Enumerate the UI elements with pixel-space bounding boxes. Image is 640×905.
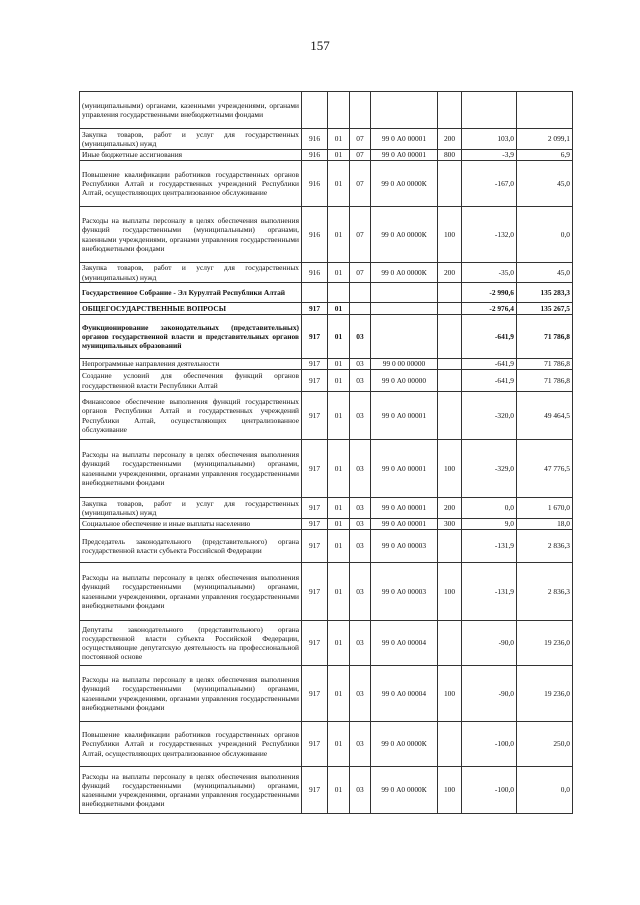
expense-type-code: 200 (438, 498, 462, 519)
target-article-code: 99 0 А0 00004 (371, 621, 438, 666)
target-article-code: 99 0 А0 00001 (371, 392, 438, 440)
expense-name: Непрограммные направления деятельности (80, 359, 302, 370)
expense-name: Создание условий для обеспечения функций органов государственной власти Республики Алтай (80, 370, 302, 392)
change-amount: -3,9 (462, 150, 517, 161)
total-amount: 71 786,8 (517, 315, 573, 359)
target-article-code: 99 0 А0 0000К (371, 767, 438, 814)
expense-name: ОБЩЕГОСУДАРСТВЕННЫЕ ВОПРОСЫ (80, 303, 302, 315)
ministry-code: 917 (302, 519, 328, 530)
subsection-code: 07 (350, 207, 371, 263)
total-amount: 0,0 (517, 207, 573, 263)
change-amount (462, 92, 517, 129)
target-article-code: 99 0 А0 00003 (371, 530, 438, 563)
change-amount: -100,0 (462, 722, 517, 767)
target-article-code: 99 0 А0 00001 (371, 150, 438, 161)
section-code: 01 (328, 129, 350, 150)
expense-name: Функционирование законодательных (представительных) органов государственной власти и представительных органов муниципальных образований (80, 315, 302, 359)
target-article-code: 99 0 А0 0000К (371, 263, 438, 283)
ministry-code: 917 (302, 359, 328, 370)
table-row (80, 359, 573, 370)
total-amount (517, 92, 573, 129)
section-code: 01 (328, 563, 350, 621)
section-code: 01 (328, 666, 350, 722)
change-amount: -167,0 (462, 161, 517, 207)
total-amount: 45,0 (517, 263, 573, 283)
target-article-code: 99 0 А0 00001 (371, 519, 438, 530)
total-amount: 250,0 (517, 722, 573, 767)
ministry-code: 917 (302, 392, 328, 440)
section-code: 01 (328, 392, 350, 440)
change-amount: -131,9 (462, 563, 517, 621)
change-amount: -2 976,4 (462, 303, 517, 315)
expense-name: Закупка товаров, работ и услуг для государственных (муниципальных) нужд (80, 498, 302, 519)
table-row (80, 283, 573, 303)
expense-type-code: 100 (438, 767, 462, 814)
expense-name: Повышение квалификации работников государственных органов Республики Алтай и государственных учреждений Республики Алтай, осуществляющих централизованное обслуживание (80, 722, 302, 767)
expense-type-code: 100 (438, 207, 462, 263)
subsection-code: 03 (350, 621, 371, 666)
total-amount: 71 786,8 (517, 370, 573, 392)
table-row (80, 263, 573, 283)
subsection-code: 03 (350, 563, 371, 621)
section-code: 01 (328, 440, 350, 498)
table-row (80, 129, 573, 150)
table-row (80, 440, 573, 498)
change-amount: -320,0 (462, 392, 517, 440)
expense-type-code (438, 370, 462, 392)
section-code: 01 (328, 621, 350, 666)
total-amount: 2 836,3 (517, 563, 573, 621)
total-amount: 135 267,5 (517, 303, 573, 315)
expense-name: (муниципальными) органами, казенными учреждениями, органами управления государственными внебюджетными фондами (80, 92, 302, 129)
page-number: 157 (310, 38, 330, 53)
subsection-code: 03 (350, 722, 371, 767)
ministry-code (302, 283, 328, 303)
ministry-code: 917 (302, 666, 328, 722)
section-code: 01 (328, 359, 350, 370)
section-code: 01 (328, 767, 350, 814)
expense-name: Расходы на выплаты персоналу в целях обеспечения выполнения функций государственными (муниципальными) органами, казенными учреждениями, органами управления государственными внебюджетными фондами (80, 440, 302, 498)
target-article-code: 99 0 А0 0000К (371, 207, 438, 263)
section-code: 01 (328, 303, 350, 315)
ministry-code: 917 (302, 498, 328, 519)
ministry-code (302, 92, 328, 129)
expense-name: Расходы на выплаты персоналу в целях обеспечения выполнения функций государственными (муниципальными) органами, казенными учреждениями, органами управления государственными внебюджетными фондами (80, 563, 302, 621)
target-article-code (371, 315, 438, 359)
ministry-code: 916 (302, 129, 328, 150)
target-article-code (371, 303, 438, 315)
expense-type-code: 100 (438, 440, 462, 498)
subsection-code: 03 (350, 767, 371, 814)
expense-name: Председатель законодательного (представительного) органа государственной власти субъекта Российской Федерации (80, 530, 302, 563)
section-code: 01 (328, 150, 350, 161)
section-code: 01 (328, 498, 350, 519)
total-amount: 2 099,1 (517, 129, 573, 150)
table-row (80, 767, 573, 814)
subsection-code: 07 (350, 129, 371, 150)
expense-type-code (438, 722, 462, 767)
target-article-code: 99 0 А0 00001 (371, 440, 438, 498)
budget-table (79, 91, 573, 814)
table-row (80, 621, 573, 666)
table-row (80, 530, 573, 563)
subsection-code: 07 (350, 263, 371, 283)
change-amount: -90,0 (462, 621, 517, 666)
ministry-code: 917 (302, 563, 328, 621)
subsection-code: 03 (350, 666, 371, 722)
total-amount: 18,0 (517, 519, 573, 530)
expense-name: Государственное Собрание - Эл Курултай Республики Алтай (80, 283, 302, 303)
subsection-code: 03 (350, 359, 371, 370)
target-article-code: 99 0 А0 00001 (371, 498, 438, 519)
change-amount: -90,0 (462, 666, 517, 722)
expense-name: Расходы на выплаты персоналу в целях обеспечения выполнения функций государственными (муниципальными) органами, казенными учреждениями, органами управления государственными внебюджетными фондами (80, 767, 302, 814)
subsection-code: 03 (350, 530, 371, 563)
ministry-code: 917 (302, 621, 328, 666)
target-article-code (371, 92, 438, 129)
ministry-code: 917 (302, 315, 328, 359)
expense-type-code: 300 (438, 519, 462, 530)
table-row (80, 666, 573, 722)
subsection-code: 03 (350, 440, 371, 498)
expense-type-code (438, 530, 462, 563)
section-code (328, 92, 350, 129)
expense-name: Закупка товаров, работ и услуг для государственных (муниципальных) нужд (80, 129, 302, 150)
section-code (328, 283, 350, 303)
subsection-code (350, 303, 371, 315)
change-amount: -100,0 (462, 767, 517, 814)
table-row (80, 498, 573, 519)
change-amount: 0,0 (462, 498, 517, 519)
ministry-code: 917 (302, 722, 328, 767)
target-article-code: 99 0 А0 0000К (371, 161, 438, 207)
section-code: 01 (328, 530, 350, 563)
expense-type-code (438, 92, 462, 129)
change-amount: -132,0 (462, 207, 517, 263)
subsection-code: 03 (350, 498, 371, 519)
section-code: 01 (328, 722, 350, 767)
total-amount: 2 836,3 (517, 530, 573, 563)
expense-name: Депутаты законодательного (представительного) органа государственной власти субъекта Российской Федерации, осуществляющие депутатскую деятельность на профессиональной постоянной основе (80, 621, 302, 666)
expense-type-code: 100 (438, 666, 462, 722)
table-row (80, 207, 573, 263)
total-amount: 1 670,0 (517, 498, 573, 519)
expense-type-code (438, 283, 462, 303)
ministry-code: 917 (302, 767, 328, 814)
expense-name: Финансовое обеспечение выполнения функций государственных органов Республики Алтай и государственных учреждений Республики Алтай, осуществляющих централизованное обслуживание (80, 392, 302, 440)
expense-type-code (438, 315, 462, 359)
expense-type-code (438, 359, 462, 370)
target-article-code (371, 283, 438, 303)
total-amount: 19 236,0 (517, 666, 573, 722)
subsection-code (350, 283, 371, 303)
change-amount: -2 990,6 (462, 283, 517, 303)
total-amount: 49 464,5 (517, 392, 573, 440)
expense-type-code (438, 392, 462, 440)
ministry-code: 917 (302, 370, 328, 392)
ministry-code: 916 (302, 161, 328, 207)
section-code: 01 (328, 519, 350, 530)
section-code: 01 (328, 207, 350, 263)
subsection-code: 07 (350, 161, 371, 207)
table-row (80, 563, 573, 621)
expense-type-code: 200 (438, 129, 462, 150)
table-row (80, 150, 573, 161)
change-amount: -641,9 (462, 370, 517, 392)
expense-name: Закупка товаров, работ и услуг для государственных (муниципальных) нужд (80, 263, 302, 283)
target-article-code: 99 0 А0 0000К (371, 722, 438, 767)
subsection-code: 03 (350, 519, 371, 530)
change-amount: -35,0 (462, 263, 517, 283)
table-row (80, 722, 573, 767)
table-row (80, 315, 573, 359)
ministry-code: 916 (302, 150, 328, 161)
target-article-code: 99 0 00 00000 (371, 359, 438, 370)
ministry-code: 916 (302, 207, 328, 263)
table-row (80, 370, 573, 392)
table-row (80, 303, 573, 315)
subsection-code: 07 (350, 150, 371, 161)
total-amount: 47 776,5 (517, 440, 573, 498)
change-amount: -641,9 (462, 359, 517, 370)
section-code: 01 (328, 263, 350, 283)
total-amount: 45,0 (517, 161, 573, 207)
ministry-code: 917 (302, 303, 328, 315)
expense-name: Повышение квалификации работников государственных органов Республики Алтай и государственных учреждений Республики Алтай, осуществляющих централизованное обслуживание (80, 161, 302, 207)
expense-type-code (438, 161, 462, 207)
expense-type-code: 800 (438, 150, 462, 161)
target-article-code: 99 0 А0 00003 (371, 563, 438, 621)
expense-type-code (438, 621, 462, 666)
expense-type-code (438, 303, 462, 315)
section-code: 01 (328, 161, 350, 207)
ministry-code: 916 (302, 263, 328, 283)
expense-type-code: 100 (438, 563, 462, 621)
section-code: 01 (328, 370, 350, 392)
change-amount: -131,9 (462, 530, 517, 563)
expense-name: Расходы на выплаты персоналу в целях обеспечения выполнения функций государственными (муниципальными) органами, казенными учреждениями, органами управления государственными внебюджетными фондами (80, 207, 302, 263)
total-amount: 71 786,8 (517, 359, 573, 370)
change-amount: 103,0 (462, 129, 517, 150)
ministry-code: 917 (302, 530, 328, 563)
section-code: 01 (328, 315, 350, 359)
expense-name: Иные бюджетные ассигнования (80, 150, 302, 161)
change-amount: 9,0 (462, 519, 517, 530)
expense-type-code: 200 (438, 263, 462, 283)
subsection-code: 03 (350, 315, 371, 359)
subsection-code (350, 92, 371, 129)
ministry-code: 917 (302, 440, 328, 498)
expense-name: Социальное обеспечение и иные выплаты населению (80, 519, 302, 530)
total-amount: 19 236,0 (517, 621, 573, 666)
expense-name: Расходы на выплаты персоналу в целях обеспечения выполнения функций государственными (муниципальными) органами, казенными учреждениями, органами управления государственными внебюджетными фондами (80, 666, 302, 722)
total-amount: 135 283,3 (517, 283, 573, 303)
total-amount: 0,0 (517, 767, 573, 814)
target-article-code: 99 0 А0 00004 (371, 666, 438, 722)
table-row (80, 392, 573, 440)
table-row (80, 519, 573, 530)
total-amount: 6,9 (517, 150, 573, 161)
subsection-code: 03 (350, 392, 371, 440)
change-amount: -329,0 (462, 440, 517, 498)
table-row (80, 92, 573, 129)
subsection-code: 03 (350, 370, 371, 392)
target-article-code: 99 0 А0 00000 (371, 370, 438, 392)
target-article-code: 99 0 А0 00001 (371, 129, 438, 150)
change-amount: -641,9 (462, 315, 517, 359)
table-row (80, 161, 573, 207)
